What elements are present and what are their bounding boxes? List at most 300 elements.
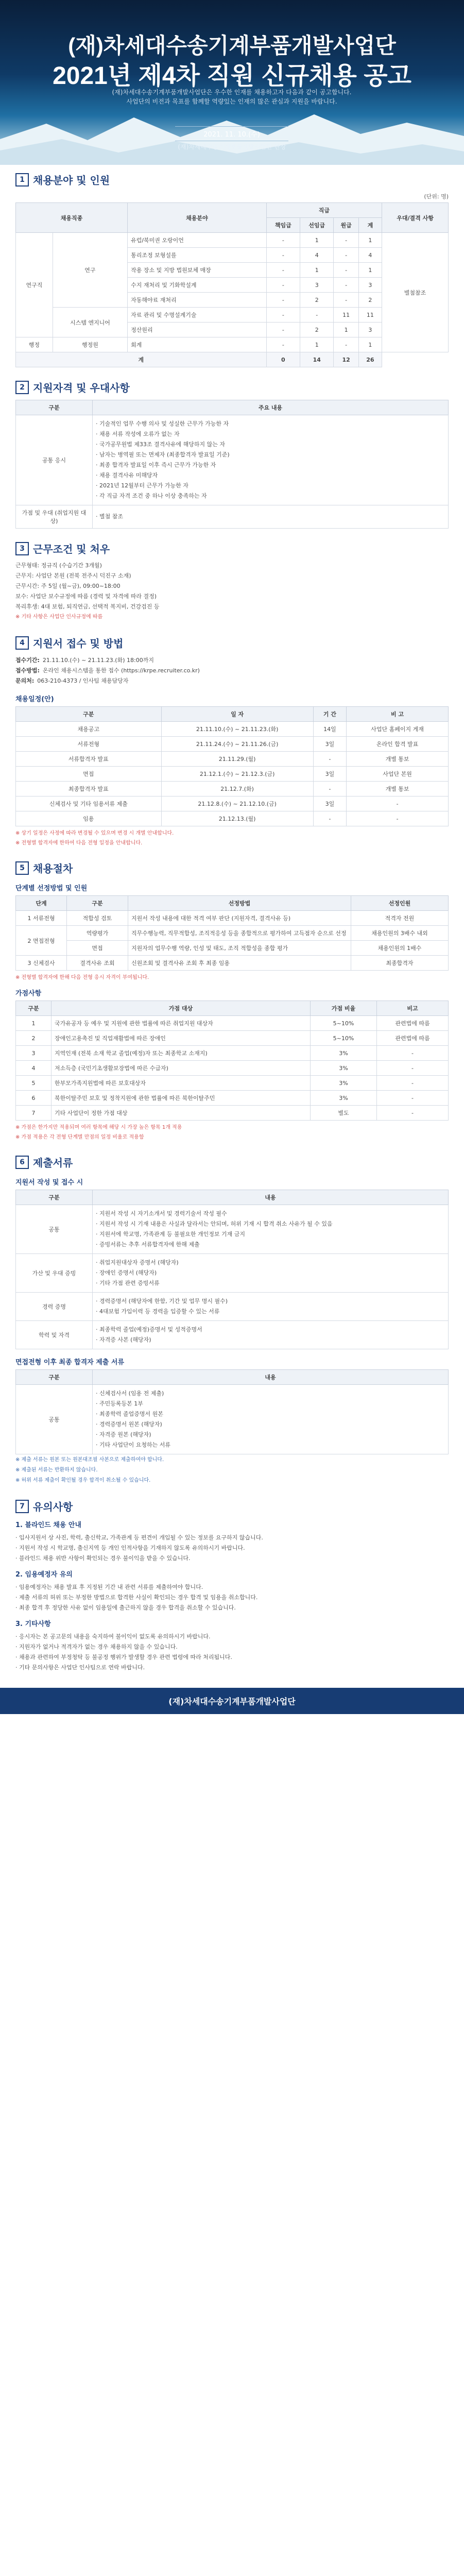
unit-label: (단위: 명) <box>424 193 449 200</box>
cell-content <box>93 505 449 529</box>
table-row <box>16 767 449 782</box>
th-date: 일 자 <box>161 707 313 722</box>
cell-no: 1 <box>16 1016 51 1031</box>
section-title-text: 지원서 접수 및 방법 <box>33 637 124 650</box>
cell-no: 7 <box>16 1106 51 1121</box>
positions-table <box>15 202 449 367</box>
bullet-text: · 기타 사업단이 요청하는 서류 <box>96 1442 170 1448</box>
cell-kind: 공통 <box>16 1205 93 1254</box>
cell-total-label: 계 <box>16 352 267 367</box>
conditions-list <box>15 561 449 622</box>
cell-method: 지원자의 업무수행 역량, 인성 및 태도, 조직 적합성을 종합 평가 <box>128 941 351 956</box>
th-period: 기 간 <box>313 707 346 722</box>
cell-no: 3 <box>16 1046 51 1061</box>
documents-note: ※ 제출 서류는 원본 또는 원본대조필 사본으로 제출하여야 합니다. <box>15 1457 164 1463</box>
documents-table <box>15 1190 449 1349</box>
notes-line: · 임용예정자는 채용 발표 후 지정된 기간 내 관련 서류를 제출하여야 합니다. <box>15 1584 203 1590</box>
cell-count: 채용인원의 1배수 <box>351 941 449 956</box>
bullet-text: · 별첨 참조 <box>96 513 123 520</box>
cell-field: 수지 재처리 및 기화학설계 <box>128 278 267 293</box>
cell-stage: 채용공고 <box>16 722 162 737</box>
bullet-text: · 최종학력 졸업증명서 원본 <box>96 1411 163 1417</box>
cell-method: 직무수행능력, 직무적합성, 조직적응성 등을 종합적으로 평가하여 고득점자 순으로 선정 <box>128 926 351 941</box>
notes-line: · 최종 합격 후 정당한 사유 없이 임용일에 출근하지 않을 경우 합격을 취소할 수 있습니다. <box>15 1604 236 1611</box>
table-row <box>16 926 449 941</box>
bullet-text: · 국가공무원법 제33조 결격사유에 해당하지 않는 자 <box>96 441 225 448</box>
cell-target: 장애인고용촉진 및 직업재활법에 따른 장애인 <box>51 1031 311 1046</box>
table-row <box>16 911 449 926</box>
th-remark: 비고 <box>377 1001 449 1016</box>
bullet-text: · 최종학력 졸업(예정)증명서 및 성적증명서 <box>96 1326 202 1333</box>
th-no: 구분 <box>16 1001 51 1016</box>
section-title <box>15 1499 449 1514</box>
info-key: 접수방법: <box>15 667 40 674</box>
notes-line: · 지원서 작성 시 학교명, 출신지역 등 개인 인적사항을 기재하지 않도록 유의하시기 바랍니다. <box>15 1545 245 1551</box>
cell-remark: 관련법에 따름 <box>377 1031 449 1046</box>
cell-date: 21.11.24.(수) ~ 21.11.26.(금) <box>161 737 313 752</box>
cell-count: 채용인원의 3배수 내외 <box>351 926 449 941</box>
process-table <box>15 895 449 971</box>
cell-c1: - <box>266 233 300 248</box>
cell-total-c1: 0 <box>266 352 300 367</box>
section-title-text: 채용절차 <box>33 862 73 875</box>
schedule-note: ※ 상기 일정은 사정에 따라 변경될 수 있으며 변경 시 개별 안내합니다. <box>15 831 174 836</box>
bullet-text: · 경력증명서 원본 (해당자) <box>96 1421 162 1428</box>
th-rate: 가점 비율 <box>311 1001 377 1016</box>
section-number: 5 <box>15 861 29 875</box>
positions-tbody <box>16 233 449 367</box>
section-conditions <box>0 534 464 628</box>
cell-period: - <box>313 782 346 796</box>
table-row <box>16 956 449 971</box>
cell-c3: 1 <box>334 323 358 337</box>
cell-remark: 개별 통보 <box>347 782 449 796</box>
notes-group <box>15 1521 449 1672</box>
cell-rate: 3% <box>311 1091 377 1106</box>
cell-remark: 관련법에 따름 <box>377 1016 449 1031</box>
notes-line: · 응시자는 본 공고문의 내용을 숙지하여 불이익이 없도록 유의하시기 바랍니다. <box>15 1633 211 1640</box>
table-row <box>16 722 449 737</box>
info-row <box>15 676 449 686</box>
th-content: 내용 <box>93 1370 449 1385</box>
cell-note: 별첨참조 <box>382 233 449 352</box>
cell-target: 북한이탈주민 보호 및 정착지원에 관한 법률에 따른 북한이탈주민 <box>51 1091 311 1106</box>
cell-field: 정산원리 <box>128 323 267 337</box>
cell-stage: 면접 <box>16 767 162 782</box>
section-number: 6 <box>15 1156 29 1169</box>
condition-line: 보수: 사업단 보수규정에 따름 (경력 및 자격에 따라 결정) <box>15 593 157 600</box>
cell-period: 14일 <box>313 722 346 737</box>
documents-notes <box>15 1455 449 1485</box>
th-content: 주요 내용 <box>93 400 449 415</box>
final-docs-subtitle: 면접전형 이후 최종 합격자 제출 서류 <box>15 1359 124 1366</box>
bonus-note: ※ 가점은 한가지만 적용되며 여러 항목에 해당 시 가장 높은 항목 1개 적용 <box>15 1125 182 1130</box>
cell-kind: 면접 <box>67 941 128 956</box>
cell-rate: 3% <box>311 1046 377 1061</box>
condition-note: ※ 기타 사항은 사업단 인사규정에 따름 <box>15 614 103 620</box>
cell-kind: 결격사유 조회 <box>67 956 128 971</box>
cell-total-c2: 14 <box>300 352 334 367</box>
final-docs-table <box>15 1369 449 1454</box>
cell-field: 자료 관리 및 수명설계기술 <box>128 308 267 323</box>
cell-date: 21.11.29.(월) <box>161 752 313 767</box>
info-row <box>15 655 449 666</box>
notes-heading: 2. 임용예정자 유의 <box>15 1571 73 1579</box>
th-field: 채용분야 <box>128 203 267 233</box>
cell-date: 21.12.7.(화) <box>161 782 313 796</box>
info-key: 접수기간: <box>15 657 40 664</box>
cell-c2: - <box>300 308 334 323</box>
documents-note: ※ 제출된 서류는 반환하지 않습니다. <box>15 1467 98 1473</box>
cell-sum: 3 <box>358 323 382 337</box>
cell-c2: 2 <box>300 323 334 337</box>
info-row <box>15 666 449 676</box>
cell-g1: 행정 <box>16 337 53 352</box>
table-row <box>16 1061 449 1076</box>
cell-content <box>93 1385 449 1454</box>
cell-c1: - <box>266 263 300 278</box>
table-row <box>16 1254 449 1293</box>
cell-field: 유럽/북미권 오랑이언 <box>128 233 267 248</box>
bonus-table <box>15 1001 449 1121</box>
cell-field: 회계 <box>128 337 267 352</box>
cell-stage: 서류전형 <box>16 737 162 752</box>
cell-period: - <box>313 811 346 826</box>
th-count: 선정인원 <box>351 896 449 911</box>
cell-c3: 11 <box>334 308 358 323</box>
cell-kind: 가산 및 우대 증빙 <box>16 1254 93 1293</box>
cell-stage: 서류합격자 발표 <box>16 752 162 767</box>
condition-line: 근무시간: 주 5일 (월~금), 09:00~18:00 <box>15 583 121 589</box>
table-row <box>16 415 449 505</box>
table-row <box>16 782 449 796</box>
cell-field: 작용 장소 및 지방 법원보체 매장 <box>128 263 267 278</box>
table-row <box>16 1046 449 1061</box>
th-middle: 선임급 <box>300 218 334 233</box>
cell-c2: 1 <box>300 263 334 278</box>
total-row <box>16 352 449 367</box>
section-title <box>15 380 449 395</box>
cell-c2: 1 <box>300 233 334 248</box>
cell-period: 3일 <box>313 737 346 752</box>
cell-kind: 가점 및 우대 (취업지원 대상) <box>16 505 93 529</box>
section-number: 1 <box>15 173 29 187</box>
cell-c3: - <box>334 337 358 352</box>
cell-no: 4 <box>16 1061 51 1076</box>
table-row <box>16 941 449 956</box>
section-positions <box>0 165 464 372</box>
cell-sum: 1 <box>358 337 382 352</box>
cell-kind: 적합성 검토 <box>67 911 128 926</box>
cell-c2: 4 <box>300 248 334 263</box>
bullet-text: · 채용 결격사유 미해당자 <box>96 472 158 479</box>
th-kind: 구분 <box>16 1370 93 1385</box>
cell-remark: - <box>347 796 449 811</box>
table-row <box>16 1076 449 1091</box>
intro-line: 사업단의 비전과 목표를 함께할 역량있는 인재의 많은 관심과 지원을 바랍니다. <box>126 98 337 105</box>
schedule-title: 채용일정(안) <box>15 696 54 703</box>
cell-remark: 사업단 홈페이지 게재 <box>347 722 449 737</box>
cell-g2: 시스템 엔지니어 <box>53 308 127 337</box>
th-kind: 구분 <box>16 400 93 415</box>
cell-c3: - <box>334 293 358 308</box>
cell-kind: 공통 <box>16 1385 93 1454</box>
section-process <box>0 853 464 1147</box>
bullet-text: · 채용 서류 작성에 오류가 없는 자 <box>96 431 180 437</box>
cell-target: 저소득층 (국민기초생활보장법에 따른 수급자) <box>51 1061 311 1076</box>
bonus-subtitle: 가점사항 <box>15 990 42 997</box>
cell-target: 기타 사업단이 정한 가점 대상 <box>51 1106 311 1121</box>
org-footer-text: (재)차세대수송기계부품개발사업단 단장 <box>178 143 286 150</box>
table-row <box>16 796 449 811</box>
cell-sum: 11 <box>358 308 382 323</box>
schedule-table <box>15 706 449 826</box>
cell-date: 21.12.8.(수) ~ 21.12.10.(금) <box>161 796 313 811</box>
cell-c1: - <box>266 248 300 263</box>
documents-note: ※ 허위 서류 제출이 확인될 경우 합격이 취소될 수 있습니다. <box>15 1478 151 1483</box>
cell-rate: 5~10% <box>311 1031 377 1046</box>
table-row <box>16 737 449 752</box>
cell-remark: - <box>377 1046 449 1061</box>
section-eligibility <box>0 372 464 534</box>
cell-count: 최종합격자 <box>351 956 449 971</box>
info-value: 063-210-4373 / 인사팀 채용담당자 <box>37 677 129 684</box>
cell-sum: 2 <box>358 293 382 308</box>
cell-content <box>93 415 449 505</box>
cell-kind: 공통 응시 <box>16 415 93 505</box>
section-number: 4 <box>15 636 29 650</box>
cell-field: 통리조정 보형설를 <box>128 248 267 263</box>
section-number: 3 <box>15 542 29 555</box>
cell-target: 국가유공자 등 예우 및 지원에 관한 법률에 따른 취업지원 대상자 <box>51 1016 311 1031</box>
th-remark: 비 고 <box>347 707 449 722</box>
cell-method: 신원조회 및 결격사유 조회 후 최종 임용 <box>128 956 351 971</box>
table-row <box>16 1385 449 1454</box>
cell-content <box>93 1321 449 1349</box>
section-title-text: 근무조건 및 처우 <box>33 543 110 555</box>
table-row <box>16 1106 449 1121</box>
bullet-text: · 신체검사서 (임용 전 제출) <box>96 1390 164 1397</box>
cell-remark: - <box>377 1106 449 1121</box>
cell-total-c3: 12 <box>334 352 358 367</box>
info-value: 21.11.10.(수) ~ 21.11.23.(화) 18:00까지 <box>42 657 154 664</box>
cell-period: 3일 <box>313 796 346 811</box>
hero-banner <box>0 0 464 165</box>
page-footer: (재)차세대수송기계부품개발사업단 <box>0 1688 464 1714</box>
section-title-text: 유의사항 <box>33 1501 73 1513</box>
cell-rate: 별도 <box>311 1106 377 1121</box>
bullet-text: · 4대보험 가입이력 등 경력을 입증할 수 있는 서류 <box>96 1308 220 1315</box>
cell-remark: - <box>377 1091 449 1106</box>
application-link[interactable]: 온라인 채용시스템을 통한 접수 (https://krpe.recruiter.co.kr) <box>42 667 200 674</box>
th-kind: 구분 <box>16 1190 93 1205</box>
notes-line: · 블라인드 채용 위반 사항이 확인되는 경우 불이익을 받을 수 있습니다. <box>15 1555 191 1562</box>
cell-stage: 최종합격자 발표 <box>16 782 162 796</box>
cell-remark: - <box>377 1061 449 1076</box>
cell-no: 6 <box>16 1091 51 1106</box>
cell-c1: - <box>266 323 300 337</box>
cell-field: 자동해야료 재처리 <box>128 293 267 308</box>
cell-method: 지원서 작성 내용에 대한 적격 여부 판단 (지원자격, 결격사유 등) <box>128 911 351 926</box>
bullet-text: · 증빙서류는 추후 서류합격자에 한해 제출 <box>96 1241 200 1248</box>
condition-line: 복리후생: 4대 보험, 퇴직연금, 선택적 복지비, 건강검진 등 <box>15 603 160 610</box>
bullet-text: · 지원서에 학교명, 가족관계 등 불필요한 개인정보 기재 금지 <box>96 1231 245 1238</box>
cell-c3: - <box>334 278 358 293</box>
bullet-text: · 각 직급 자격 조건 중 하나 이상 충족하는 자 <box>96 493 207 499</box>
cell-rate: 5~10% <box>311 1016 377 1031</box>
bullet-text: · 2021년 12월부터 근무가 가능한 자 <box>96 482 188 489</box>
cell-sum: 1 <box>358 233 382 248</box>
bullet-text: · 주민등록등본 1부 <box>96 1400 143 1407</box>
bullet-text: · 남자는 병역필 또는 면제자 (최종합격자 발표일 기준) <box>96 451 230 458</box>
announce-date: 2021. 11. 10.(수) <box>175 126 288 141</box>
cell-c2: 3 <box>300 278 334 293</box>
cell-date: 21.11.10.(수) ~ 21.11.23.(화) <box>161 722 313 737</box>
table-row <box>16 1016 449 1031</box>
table-row <box>16 811 449 826</box>
notes-line: · 지원자가 없거나 적격자가 없는 경우 채용하지 않을 수 있습니다. <box>15 1643 178 1650</box>
table-row <box>16 1031 449 1046</box>
cell-c1: - <box>266 337 300 352</box>
bullet-text: · 취업지원대상자 증명서 (해당자) <box>96 1259 179 1266</box>
table-row <box>16 752 449 767</box>
notes-line: · 채용과 관련하여 부정청탁 등 불공정 행위가 발생할 경우 관련 법령에 따라 처리됩니다. <box>15 1654 232 1660</box>
cell-total-sum: 26 <box>358 352 382 367</box>
cell-stage: 신체검사 및 기타 임용서류 제출 <box>16 796 162 811</box>
cell-kind: 학력 및 자격 <box>16 1321 93 1349</box>
section-number: 7 <box>15 1500 29 1513</box>
notes-heading: 3. 기타사항 <box>15 1620 51 1628</box>
th-senior: 책임급 <box>266 218 300 233</box>
application-info <box>15 655 449 686</box>
notes-line: · 입사지원서 상 사진, 학력, 출신학교, 가족관계 등 편견이 개입될 수 있는 정보를 요구하지 않습니다. <box>15 1534 263 1541</box>
cell-sum: 3 <box>358 278 382 293</box>
section-title-text: 채용분야 및 인원 <box>33 174 110 187</box>
section-application <box>0 628 464 853</box>
table-row <box>16 1321 449 1349</box>
cell-content <box>93 1293 449 1321</box>
section-title <box>15 860 449 875</box>
cell-period: 3일 <box>313 767 346 782</box>
th-grade: 직급 <box>266 203 382 218</box>
cell-count: 적격자 전원 <box>351 911 449 926</box>
bullet-text: · 장애인 증명서 (해당자) <box>96 1269 157 1276</box>
notes-heading: 1. 블라인드 채용 안내 <box>15 1521 82 1529</box>
section-number: 2 <box>15 381 29 394</box>
cell-step: 2 면접전형 <box>16 926 67 956</box>
cell-g1: 연구직 <box>16 233 53 337</box>
table-row <box>16 505 449 529</box>
section-title <box>15 172 449 187</box>
table-row <box>16 1293 449 1321</box>
cell-g2: 행정원 <box>53 337 127 352</box>
cell-target: 지역인재 (전북 소재 학교 졸업(예정)자 또는 최종학교 소재지) <box>51 1046 311 1061</box>
cell-c2: 1 <box>300 337 334 352</box>
bullet-text: · 최종 합격자 발표일 이후 즉시 근무가 가능한 자 <box>96 462 216 468</box>
section-title <box>15 635 449 650</box>
section-title <box>15 1155 449 1170</box>
cell-c3: - <box>334 233 358 248</box>
bullet-text: · 지원서 작성 시 자기소개서 및 경력기술서 작성 필수 <box>96 1210 227 1217</box>
cell-sum: 4 <box>358 248 382 263</box>
bullet-text: · 기타 가점 관련 증빙서류 <box>96 1280 160 1286</box>
table-row <box>16 233 449 248</box>
cell-period: - <box>313 752 346 767</box>
th-kind: 구분 <box>67 896 128 911</box>
th-stage: 구분 <box>16 707 162 722</box>
th-preference: 우대/결격 사항 <box>382 203 449 233</box>
cell-kind: 경력 증명 <box>16 1293 93 1321</box>
cell-remark: 온라인 합격 발표 <box>347 737 449 752</box>
cell-c1: - <box>266 278 300 293</box>
condition-line: 근무형태: 정규직 (수습기간 3개월) <box>15 562 102 569</box>
cell-c3: - <box>334 263 358 278</box>
page-title: 2021년 제4차 직원 신규채용 공고 <box>53 62 411 90</box>
eligibility-table <box>15 400 449 529</box>
bullet-text: · 기술적인 업무 수행 의사 및 성실한 근무가 가능한 자 <box>96 420 229 427</box>
condition-line: 근무지: 사업단 본원 (전북 전주시 덕진구 소재) <box>15 572 131 579</box>
cell-g2: 연구 <box>53 233 127 308</box>
cell-date: 21.12.1.(수) ~ 21.12.3.(금) <box>161 767 313 782</box>
bullet-text: · 자격증 사본 (해당자) <box>96 1336 151 1343</box>
bonus-note: ※ 가점 적용은 각 전형 단계별 만점의 일정 비율로 적용함 <box>15 1134 144 1140</box>
bullet-text: · 자격증 원본 (해당자) <box>96 1431 151 1438</box>
section-notes <box>0 1492 464 1679</box>
notes-line: · 제출 서류의 허위 또는 부정한 방법으로 합격한 사실이 확인되는 경우 합격 및 임용을 취소합니다. <box>15 1594 258 1601</box>
cell-content <box>93 1254 449 1293</box>
section-title <box>15 541 449 556</box>
cell-step: 1 서류전형 <box>16 911 67 926</box>
intro-text <box>67 88 397 106</box>
table-row <box>16 1205 449 1254</box>
info-key: 문의처: <box>15 677 35 684</box>
th-content: 내용 <box>93 1190 449 1205</box>
cell-no: 5 <box>16 1076 51 1091</box>
th-category: 채용직종 <box>16 203 128 233</box>
cell-stage: 임용 <box>16 811 162 826</box>
cell-c3: - <box>334 248 358 263</box>
notes-line: · 기타 문의사항은 사업단 인사팀으로 연락 바랍니다. <box>15 1664 145 1671</box>
section-title-text: 지원자격 및 우대사항 <box>33 382 130 394</box>
cell-remark: 개별 통보 <box>347 752 449 767</box>
cell-c1: - <box>266 308 300 323</box>
org-title: (재)차세대수송기계부품개발사업단 <box>68 33 396 58</box>
th-step: 단계 <box>16 896 67 911</box>
bullet-text: · 경력증명서 (해당자에 한함, 기간 및 업무 명시 필수) <box>96 1298 228 1304</box>
section-documents <box>0 1147 464 1492</box>
cell-rate: 3% <box>311 1061 377 1076</box>
schedule-note: ※ 전형별 합격자에 한하여 다음 전형 일정을 안내합니다. <box>15 840 143 846</box>
cell-c1: - <box>266 293 300 308</box>
cell-rate: 3% <box>311 1076 377 1091</box>
bullet-text: · 지원서 작성 시 기재 내용은 사실과 달라서는 안되며, 허위 기재 시 합격 취소 사유가 될 수 있음 <box>96 1221 333 1227</box>
th-target: 가점 대상 <box>51 1001 311 1016</box>
cell-content <box>93 1205 449 1254</box>
cell-c2: 2 <box>300 293 334 308</box>
cell-date: 21.12.13.(월) <box>161 811 313 826</box>
process-subtitle: 단계별 선정방법 및 인원 <box>15 885 88 892</box>
cell-remark: 사업단 본원 <box>347 767 449 782</box>
cell-remark: - <box>377 1076 449 1091</box>
documents-subtitle: 지원서 작성 및 접수 시 <box>15 1179 83 1187</box>
cell-no: 2 <box>16 1031 51 1046</box>
th-junior: 원급 <box>334 218 358 233</box>
process-note: ※ 전형별 합격자에 한해 다음 전형 응시 자격이 부여됩니다. <box>15 975 149 980</box>
th-method: 선정방법 <box>128 896 351 911</box>
th-sum: 계 <box>358 218 382 233</box>
cell-remark: - <box>347 811 449 826</box>
section-title-text: 제출서류 <box>33 1157 73 1169</box>
